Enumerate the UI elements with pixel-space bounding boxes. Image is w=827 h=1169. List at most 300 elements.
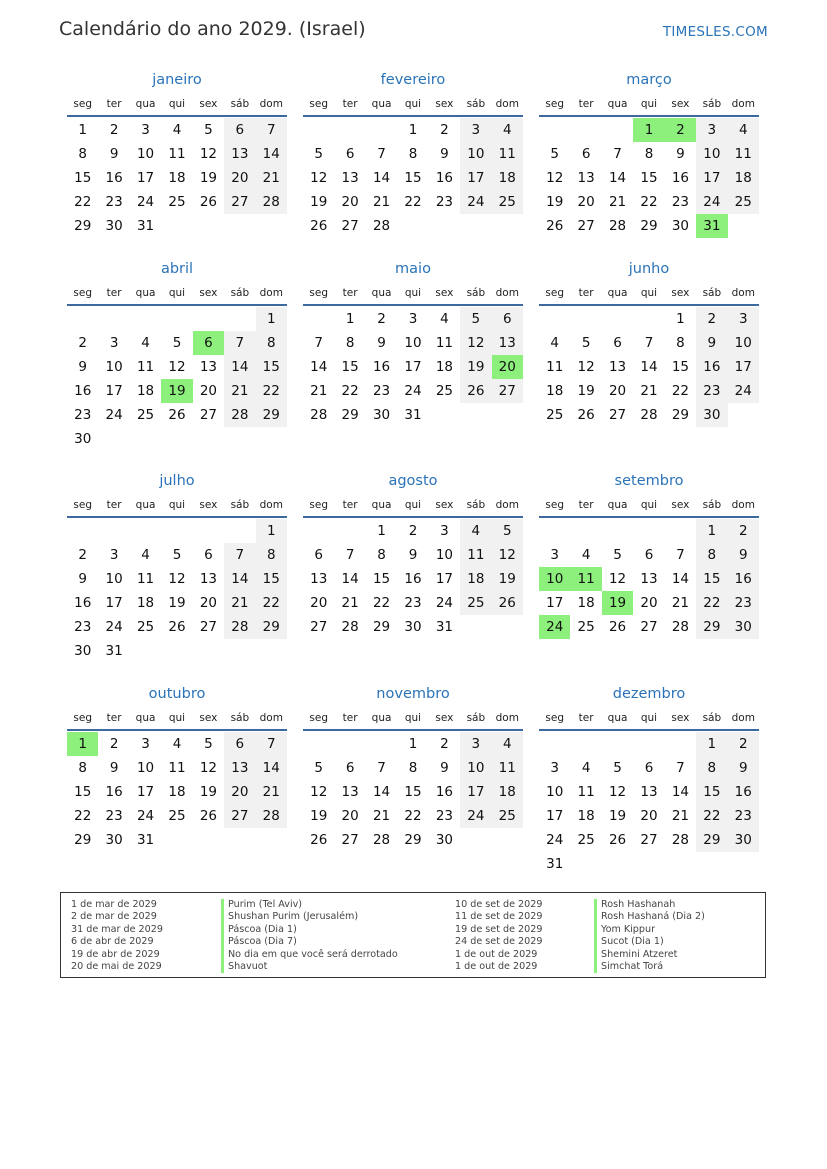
- legend-date: 1 de mar de 2029: [71, 899, 157, 910]
- day-cell: 28: [341, 619, 359, 635]
- day-cell: 14: [372, 170, 391, 186]
- day-cell: 27: [608, 407, 627, 423]
- weekday-header: sáb: [466, 98, 486, 110]
- weekday-header: sex: [199, 287, 218, 299]
- day-cell: 4: [492, 118, 523, 142]
- day-cell: 16: [105, 170, 123, 186]
- day-cell: 27: [640, 619, 658, 635]
- day-cell: 29: [74, 218, 92, 234]
- day-cell: 15: [404, 784, 422, 800]
- weekday-header: dom: [259, 499, 283, 511]
- day-cell: 26: [199, 808, 217, 824]
- weekday-header: qua: [371, 499, 392, 511]
- day-cell: 29: [341, 407, 359, 423]
- day-cell: 9: [377, 335, 386, 351]
- day-cell: 23: [435, 808, 453, 824]
- day-cell: 3: [408, 311, 418, 327]
- day-cell: 1: [345, 311, 355, 327]
- weekday-header: qui: [404, 98, 422, 110]
- weekday-header: ter: [342, 287, 358, 299]
- weekday-header: seg: [309, 712, 329, 724]
- day-cell: 28: [224, 403, 255, 427]
- day-cell: 10: [546, 784, 564, 800]
- day-cell: 27: [341, 832, 359, 848]
- weekday-header: sáb: [230, 712, 250, 724]
- day-cell: 25: [577, 832, 595, 848]
- day-cell: 28: [372, 218, 391, 234]
- day-cell: 11: [728, 142, 759, 166]
- day-cell: 9: [408, 547, 418, 563]
- day-cell: 15: [74, 170, 92, 186]
- day-cell: 23: [74, 407, 92, 423]
- day-cell: 24: [404, 383, 422, 399]
- day-cell: 7: [644, 335, 654, 351]
- day-cell: 30: [105, 832, 123, 848]
- day-cell: 5: [550, 146, 559, 162]
- month-rule: [67, 516, 287, 518]
- day-cell: 5: [204, 736, 213, 752]
- day-cell: 15: [696, 780, 727, 804]
- day-cell: 9: [676, 146, 685, 162]
- day-cell: 25: [492, 190, 523, 214]
- day-cell: 28: [640, 407, 658, 423]
- day-cell: 17: [460, 780, 491, 804]
- day-cell: 16: [728, 567, 759, 591]
- holiday-day-cell: 19: [161, 379, 192, 403]
- day-cell: 8: [256, 543, 287, 567]
- day-cell: 31: [136, 218, 155, 234]
- day-cell: 9: [78, 359, 87, 375]
- day-cell: 1: [696, 732, 727, 756]
- day-cell: 14: [341, 571, 359, 587]
- day-cell: 4: [172, 736, 182, 752]
- day-cell: 8: [78, 146, 87, 162]
- day-cell: 12: [310, 170, 328, 186]
- day-cell: 20: [199, 595, 217, 611]
- day-cell: 20: [310, 595, 328, 611]
- day-cell: 2: [728, 519, 759, 543]
- day-cell: 11: [492, 756, 523, 780]
- holiday-day-cell: 10: [539, 567, 570, 591]
- day-cell: 20: [224, 780, 255, 804]
- weekday-header: qua: [371, 287, 392, 299]
- day-cell: 26: [492, 591, 523, 615]
- day-cell: 6: [613, 335, 622, 351]
- month-rule: [303, 115, 523, 117]
- weekday-header: qui: [640, 499, 658, 511]
- day-cell: 3: [460, 732, 491, 756]
- day-cell: 18: [577, 808, 595, 824]
- day-cell: 3: [440, 523, 449, 539]
- legend-holiday-name: Páscoa (Dia 1): [221, 924, 398, 936]
- day-cell: 16: [728, 780, 759, 804]
- day-cell: 21: [372, 194, 391, 210]
- day-cell: 28: [608, 218, 627, 234]
- day-cell: 2: [109, 122, 119, 138]
- day-cell: 3: [141, 736, 150, 752]
- day-cell: 27: [199, 619, 217, 635]
- day-cell: 7: [256, 118, 287, 142]
- legend-date: 20 de mai de 2029: [71, 960, 162, 972]
- day-cell: 7: [676, 547, 685, 563]
- day-cell: 31: [546, 856, 564, 872]
- day-cell: 5: [613, 760, 622, 776]
- day-cell: 5: [460, 307, 491, 331]
- day-cell: 16: [404, 571, 422, 587]
- day-cell: 17: [136, 170, 155, 186]
- day-cell: 24: [460, 804, 491, 828]
- weekday-header: sex: [199, 499, 218, 511]
- day-cell: 9: [109, 760, 119, 776]
- day-cell: 6: [345, 760, 355, 776]
- day-cell: 9: [109, 146, 119, 162]
- legend-holiday-name: Simchat Torá: [594, 961, 705, 973]
- day-cell: 11: [546, 359, 564, 375]
- day-cell: 10: [404, 335, 422, 351]
- holiday-day-cell: 1: [67, 732, 98, 756]
- legend-date: 11 de set de 2029: [455, 911, 543, 923]
- day-cell: 7: [377, 760, 386, 776]
- weekday-header: qui: [404, 499, 422, 511]
- weekday-header: qui: [168, 499, 186, 511]
- legend-holiday-name: Sucot (Dia 1): [594, 936, 705, 948]
- holiday-day-cell: 20: [492, 355, 523, 379]
- day-cell: 7: [224, 543, 255, 567]
- day-cell: 12: [199, 146, 217, 162]
- day-cell: 18: [136, 383, 155, 399]
- day-cell: 12: [199, 760, 217, 776]
- day-cell: 25: [460, 591, 491, 615]
- month-name: novembro: [376, 686, 450, 702]
- day-cell: 9: [78, 571, 87, 587]
- day-cell: 29: [696, 828, 727, 852]
- day-cell: 27: [492, 379, 523, 403]
- day-cell: 11: [168, 146, 186, 162]
- weekday-header: seg: [73, 287, 93, 299]
- legend-holiday-name: Yom Kippur: [594, 924, 705, 936]
- weekday-header: sáb: [466, 499, 486, 511]
- day-cell: 8: [644, 146, 654, 162]
- weekday-header: qui: [168, 287, 186, 299]
- weekday-header: ter: [106, 98, 122, 110]
- month-name: janeiro: [152, 72, 202, 88]
- day-cell: 14: [372, 784, 391, 800]
- weekday-header: sex: [435, 98, 454, 110]
- day-cell: 30: [696, 403, 727, 427]
- day-cell: 3: [141, 122, 150, 138]
- day-cell: 27: [577, 218, 595, 234]
- day-cell: 26: [460, 379, 491, 403]
- day-cell: 10: [460, 142, 491, 166]
- site-link[interactable]: TIMESLES.COM: [662, 24, 768, 40]
- weekday-header: sáb: [230, 499, 250, 511]
- day-cell: 19: [492, 567, 523, 591]
- day-cell: 23: [74, 619, 92, 635]
- day-cell: 3: [550, 547, 559, 563]
- weekday-header: dom: [495, 287, 519, 299]
- day-cell: 23: [728, 804, 759, 828]
- day-cell: 23: [372, 383, 391, 399]
- day-cell: 5: [581, 335, 591, 351]
- day-cell: 22: [640, 194, 658, 210]
- day-cell: 26: [310, 218, 328, 234]
- weekday-header: ter: [578, 499, 594, 511]
- weekday-header: seg: [309, 287, 329, 299]
- day-cell: 11: [435, 335, 453, 351]
- day-cell: 21: [341, 595, 359, 611]
- weekday-header: sáb: [702, 499, 722, 511]
- day-cell: 28: [256, 804, 287, 828]
- month-name: abril: [160, 261, 194, 277]
- day-cell: 29: [404, 832, 422, 848]
- day-cell: 13: [492, 331, 523, 355]
- day-cell: 7: [256, 732, 287, 756]
- day-cell: 24: [105, 407, 123, 423]
- day-cell: 19: [310, 194, 328, 210]
- legend-holiday-name: Shushan Purim (Jerusalém): [221, 911, 398, 923]
- day-cell: 25: [136, 407, 155, 423]
- day-cell: 10: [105, 571, 123, 587]
- weekday-header: sáb: [702, 98, 722, 110]
- day-cell: 22: [696, 804, 727, 828]
- day-cell: 27: [224, 190, 255, 214]
- day-cell: 21: [608, 194, 627, 210]
- weekday-header: dom: [259, 287, 283, 299]
- day-cell: 8: [377, 547, 386, 563]
- day-cell: 30: [671, 218, 689, 234]
- day-cell: 1: [696, 519, 727, 543]
- day-cell: 26: [608, 619, 627, 635]
- day-cell: 7: [676, 760, 685, 776]
- weekday-header: qua: [135, 499, 156, 511]
- day-cell: 5: [613, 547, 622, 563]
- day-cell: 14: [671, 571, 689, 587]
- day-cell: 5: [314, 146, 323, 162]
- month-rule: [539, 729, 759, 731]
- day-cell: 19: [199, 170, 217, 186]
- weekday-header: seg: [545, 499, 565, 511]
- legend-date: 1 de out de 2029: [455, 948, 538, 960]
- month-name: dezembro: [612, 686, 686, 702]
- day-cell: 7: [377, 146, 386, 162]
- day-cell: 6: [204, 547, 213, 563]
- day-cell: 9: [728, 543, 759, 567]
- weekday-header: qui: [404, 712, 422, 724]
- day-cell: 2: [109, 736, 119, 752]
- day-cell: 31: [404, 407, 422, 423]
- day-cell: 12: [492, 543, 523, 567]
- day-cell: 24: [696, 190, 727, 214]
- day-cell: 14: [224, 567, 255, 591]
- month-name: fevereiro: [380, 72, 446, 88]
- legend-right-dates: [455, 899, 542, 973]
- day-cell: 13: [224, 142, 255, 166]
- day-cell: 7: [224, 331, 255, 355]
- day-cell: 21: [671, 808, 689, 824]
- holiday-legend: [60, 892, 766, 978]
- day-cell: 18: [577, 595, 595, 611]
- weekday-header: ter: [106, 712, 122, 724]
- weekday-header: qua: [371, 712, 392, 724]
- day-cell: 27: [640, 832, 658, 848]
- day-cell: 17: [696, 166, 727, 190]
- day-cell: 22: [256, 379, 287, 403]
- day-cell: 30: [372, 407, 391, 423]
- day-cell: 11: [136, 359, 155, 375]
- weekday-header: ter: [578, 287, 594, 299]
- day-cell: 2: [696, 307, 727, 331]
- day-cell: 21: [372, 808, 391, 824]
- legend-holiday-name: Shavuot: [221, 961, 398, 973]
- weekday-header: sex: [435, 499, 454, 511]
- day-cell: 19: [310, 808, 328, 824]
- day-cell: 29: [256, 615, 287, 639]
- day-cell: 21: [224, 591, 255, 615]
- day-cell: 30: [74, 643, 92, 659]
- day-cell: 23: [671, 194, 689, 210]
- day-cell: 19: [168, 595, 186, 611]
- day-cell: 16: [105, 784, 123, 800]
- day-cell: 20: [341, 194, 359, 210]
- day-cell: 28: [671, 832, 689, 848]
- day-cell: 19: [460, 355, 491, 379]
- day-cell: 12: [310, 784, 328, 800]
- day-cell: 6: [224, 732, 255, 756]
- weekday-header: qua: [607, 98, 628, 110]
- weekday-header: qui: [640, 98, 658, 110]
- day-cell: 27: [341, 218, 359, 234]
- day-cell: 25: [546, 407, 564, 423]
- day-cell: 28: [671, 619, 689, 635]
- weekday-header: dom: [731, 287, 755, 299]
- day-cell: 8: [408, 146, 418, 162]
- day-cell: 12: [546, 170, 564, 186]
- day-cell: 6: [644, 760, 654, 776]
- month-rule: [539, 516, 759, 518]
- day-cell: 3: [109, 547, 119, 563]
- day-cell: 16: [74, 383, 92, 399]
- day-cell: 4: [141, 547, 150, 563]
- day-cell: 2: [78, 335, 87, 351]
- weekday-header: dom: [731, 499, 755, 511]
- day-cell: 15: [372, 571, 391, 587]
- day-cell: 17: [105, 595, 123, 611]
- day-cell: 3: [109, 335, 119, 351]
- day-cell: 1: [676, 311, 685, 327]
- day-cell: 15: [671, 359, 689, 375]
- day-cell: 1: [256, 519, 287, 543]
- day-cell: 13: [310, 571, 328, 587]
- day-cell: 10: [460, 756, 491, 780]
- weekday-header: dom: [731, 712, 755, 724]
- day-cell: 11: [168, 760, 186, 776]
- day-cell: 14: [224, 355, 255, 379]
- day-cell: 4: [728, 118, 759, 142]
- day-cell: 20: [341, 808, 359, 824]
- day-cell: 1: [256, 307, 287, 331]
- day-cell: 14: [608, 170, 627, 186]
- day-cell: 24: [136, 194, 155, 210]
- weekday-header: sex: [435, 712, 454, 724]
- day-cell: 10: [728, 331, 759, 355]
- day-cell: 20: [199, 383, 217, 399]
- weekday-header: ter: [342, 499, 358, 511]
- day-cell: 5: [204, 122, 213, 138]
- day-cell: 31: [105, 643, 123, 659]
- day-cell: 16: [696, 355, 727, 379]
- legend-holiday-name: Purim (Tel Aviv): [221, 899, 398, 911]
- day-cell: 4: [460, 519, 491, 543]
- day-cell: 21: [671, 595, 689, 611]
- day-cell: 3: [550, 760, 559, 776]
- month-name: outubro: [148, 686, 206, 702]
- day-cell: 2: [440, 122, 449, 138]
- day-cell: 8: [78, 760, 87, 776]
- day-cell: 6: [314, 547, 323, 563]
- weekday-header: sex: [435, 287, 454, 299]
- legend-date: 2 de mar de 2029: [71, 911, 157, 923]
- day-cell: 2: [377, 311, 386, 327]
- holiday-day-cell: 1: [633, 118, 664, 142]
- weekday-header: qua: [371, 98, 392, 110]
- day-cell: 29: [256, 403, 287, 427]
- weekday-header: seg: [73, 499, 93, 511]
- day-cell: 21: [256, 780, 287, 804]
- day-cell: 23: [404, 595, 422, 611]
- weekday-header: sáb: [230, 287, 250, 299]
- day-cell: 22: [256, 591, 287, 615]
- day-cell: 1: [377, 523, 386, 539]
- day-cell: 20: [640, 595, 658, 611]
- weekday-header: dom: [259, 98, 283, 110]
- weekday-header: qua: [135, 712, 156, 724]
- legend-left-dates: [71, 899, 163, 973]
- day-cell: 6: [581, 146, 591, 162]
- day-cell: 15: [640, 170, 658, 186]
- day-cell: 23: [105, 808, 123, 824]
- day-cell: 7: [613, 146, 622, 162]
- day-cell: 1: [408, 122, 418, 138]
- holiday-day-cell: 2: [665, 118, 696, 142]
- day-cell: 5: [172, 335, 182, 351]
- weekday-header: qui: [168, 98, 186, 110]
- day-cell: 3: [460, 118, 491, 142]
- day-cell: 9: [440, 760, 449, 776]
- day-cell: 31: [136, 832, 155, 848]
- day-cell: 26: [608, 832, 627, 848]
- day-cell: 7: [345, 547, 355, 563]
- day-cell: 25: [728, 190, 759, 214]
- weekday-header: qua: [135, 98, 156, 110]
- day-cell: 5: [172, 547, 182, 563]
- weekday-header: sex: [199, 98, 218, 110]
- day-cell: 2: [440, 736, 449, 752]
- day-cell: 24: [105, 619, 123, 635]
- day-cell: 29: [696, 615, 727, 639]
- month-name: maio: [395, 261, 431, 277]
- day-cell: 16: [74, 595, 92, 611]
- day-cell: 25: [492, 804, 523, 828]
- day-cell: 6: [345, 146, 355, 162]
- day-cell: 18: [168, 170, 186, 186]
- day-cell: 30: [728, 828, 759, 852]
- day-cell: 13: [640, 784, 658, 800]
- month-name: março: [626, 72, 672, 88]
- weekday-header: ter: [342, 98, 358, 110]
- legend-holiday-name: Rosh Hashaná (Dia 2): [594, 911, 705, 923]
- weekday-header: seg: [545, 712, 565, 724]
- day-cell: 26: [310, 832, 328, 848]
